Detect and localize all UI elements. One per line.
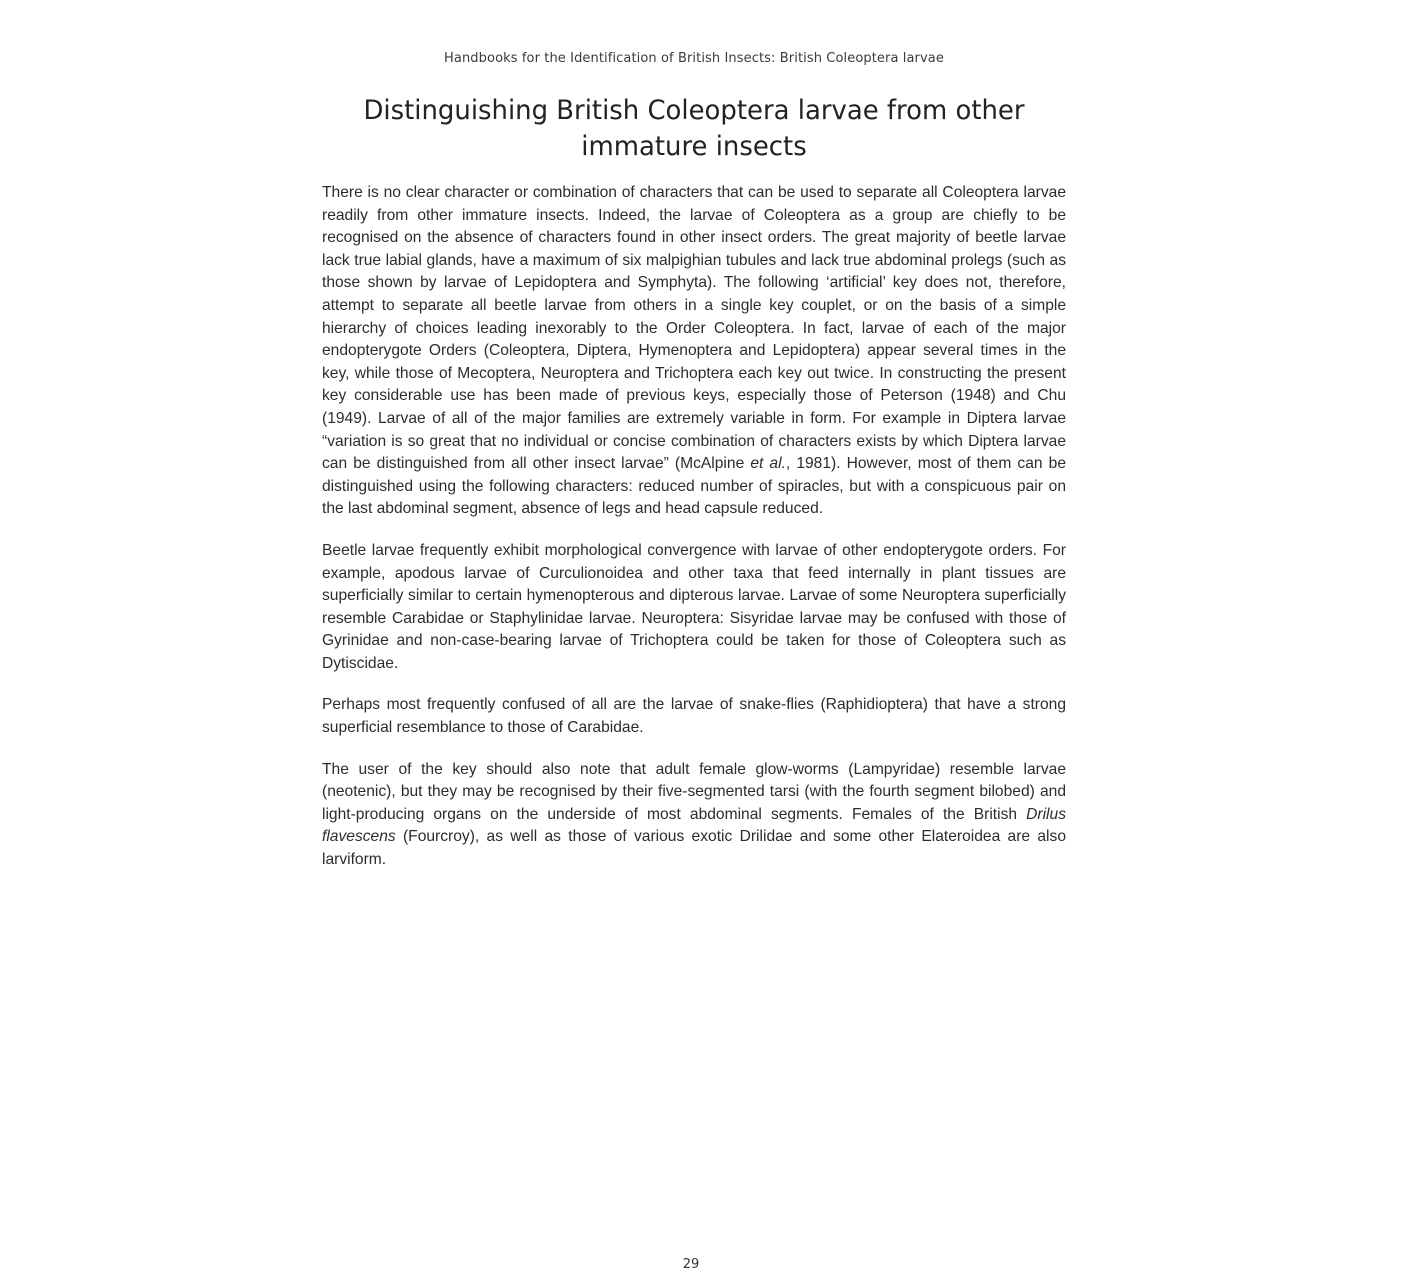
page-title-line-2: immature insects [581, 131, 807, 162]
running-header: Handbooks for the Identification of British Insects: British Coleoptera larvae [444, 51, 944, 66]
paragraph-1-text-end: , 1981). However, most of them can be distinguished using the following characters: reduced number of spiracles, but with a conspicuous pair on the last abdominal segment, absence of legs and head capsule reduced. [322, 455, 1066, 518]
paragraph-4-italic: Drilus flavescens [322, 805, 1066, 846]
paragraph-4-text: The user of the key should also note that adult female glow-worms (Lampyridae) resemble larvae (neotenic), but they may be recognised by their five-segmented tarsi (with the fourth segment bilobed) and light-producing organs on the underside of most abdominal segments. Females of the British [322, 760, 1066, 823]
page-number: 29 [682, 1257, 700, 1272]
paragraph-1-text: There is no clear character or combination of characters that can be used to separate all Coleoptera larvae readily from other immature insects. Indeed, the larvae of Coleoptera as a group are chiefly to be recognised on the absence of characters found in other insect orders. The great majority of beetle larvae lack true labial glands, have a maximum of six malpighian tubules and lack true abdominal prolegs (such as those shown by larvae of Lepidoptera and Symphyta). The following ‘artificial’ key does not, therefore, attempt to separate all beetle larvae from others in a single key couplet, or on the basis of a simple hierarchy of choices leading inexorably to the Order Coleoptera. In fact, larvae of each of the major endopterygote Orders (Coleoptera, Diptera, Hymenoptera and Lepidoptera) appear several times in the key, while those of Mecoptera, Neuroptera and Trichoptera each key out twice. In constructing the present key considerable use has been made of previous keys, especially those of Peterson (1948) and Chu (1949). Larvae of all of the major families are extremely variable in form. For example in Diptera larvae “variation is so great that no individual or concise combination of characters exists by which Diptera larvae can be distinguished from all other insect larvae” (McAlpine [322, 184, 1066, 473]
paragraph-2: Beetle larvae frequently exhibit morphological convergence with larvae of other endopterygote orders. For example, apodous larvae of Curculionoidea and other taxa that feed internally in plant tissues are superficially similar to certain hymenopterous and dipterous larvae. Larvae of some Neuroptera superficially resemble Carabidae or Staphylinidae larvae. Neuroptera: Sisyridae larvae may be confused with those of Gyrinidae and non-case-bearing larvae of Trichoptera could be taken for those of Coleoptera such as Dytiscidae. [322, 541, 1066, 672]
paragraph-1 [322, 182, 1066, 521]
page-title-line-1: Distinguishing British Coleoptera larvae from other [363, 95, 1025, 126]
paragraph-4 [322, 759, 1066, 872]
paragraph-1-italic: et al. [750, 455, 786, 473]
paragraph-3: Perhaps most frequently confused of all are the larvae of snake-flies (Raphidioptera) that have a strong superficial resemblance to those of Carabidae. [322, 696, 1066, 737]
page-title [337, 93, 1051, 165]
body-text [322, 182, 1066, 891]
paragraph-4-text-end: (Fourcroy), as well as those of various exotic Drilidae and some other Elateroidea are also larviform. [322, 828, 1066, 869]
